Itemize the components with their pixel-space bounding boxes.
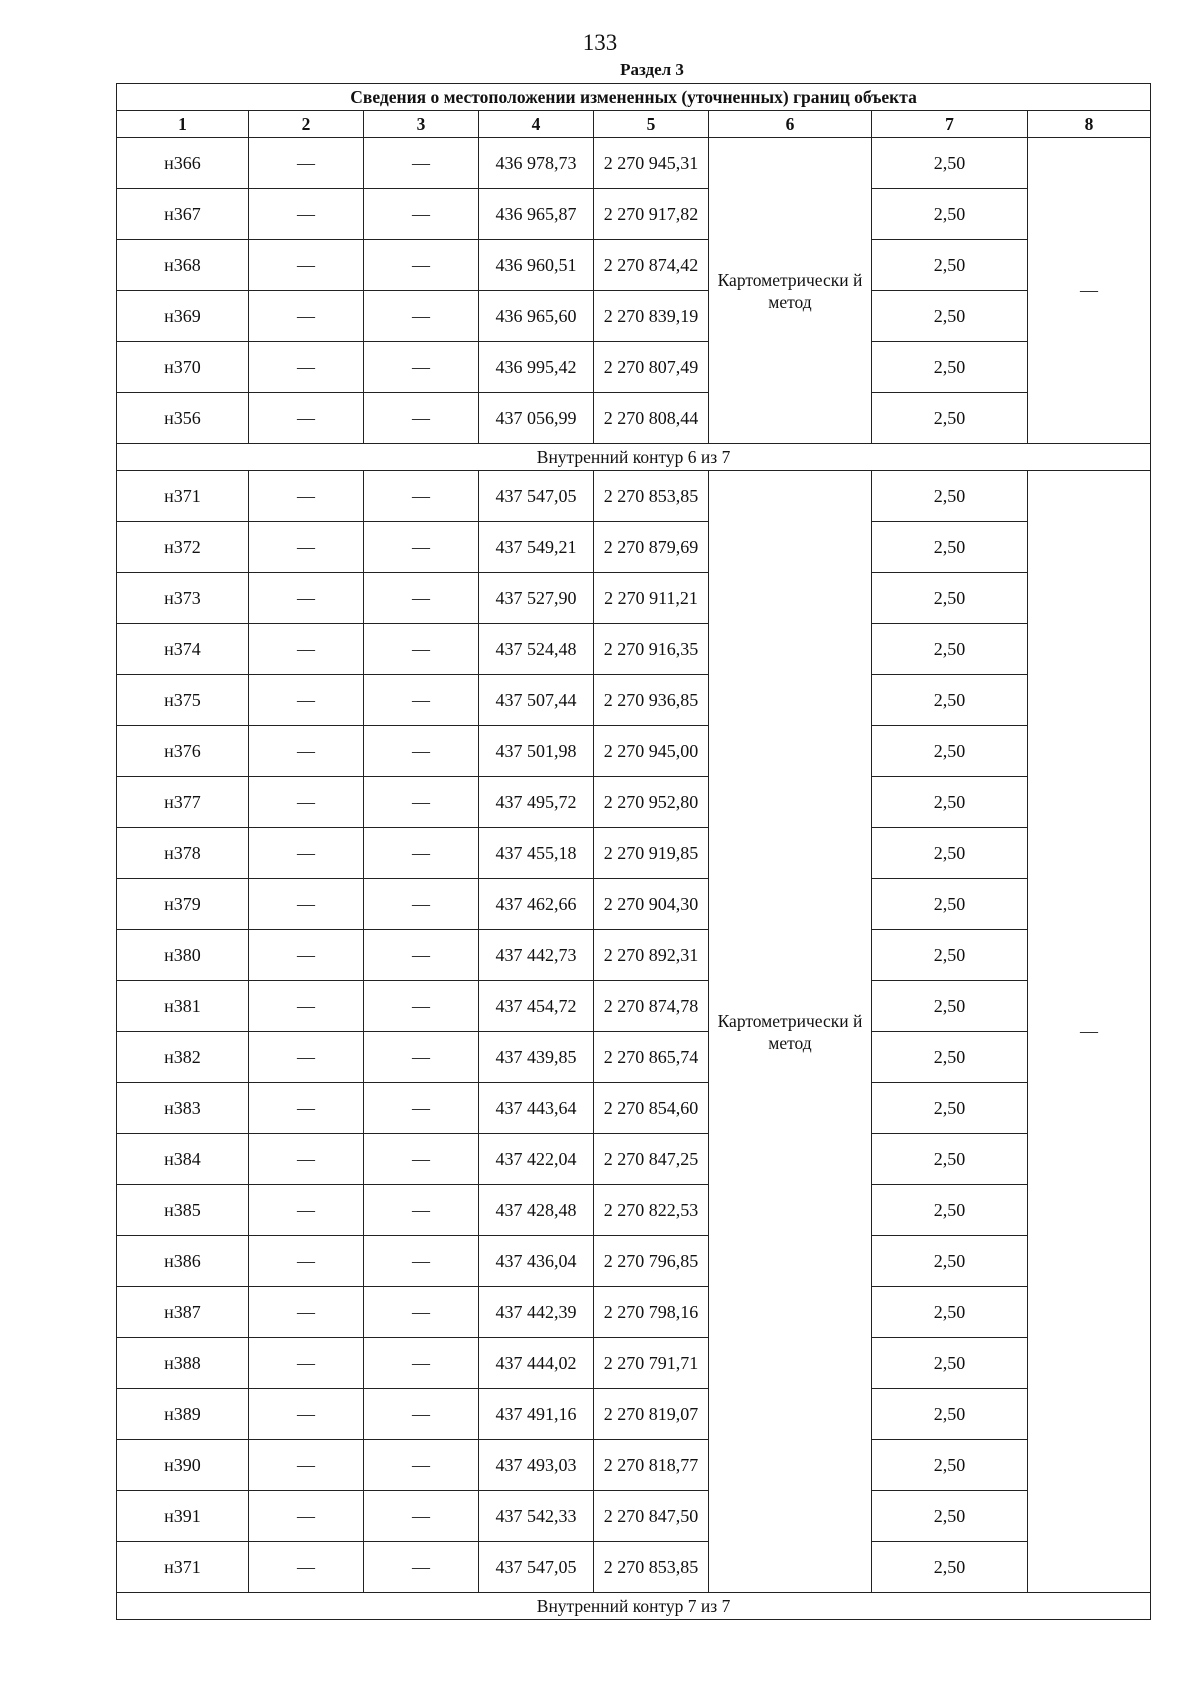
col2-cell: — (249, 1083, 364, 1134)
col3-cell: — (364, 291, 479, 342)
col2-cell: — (249, 726, 364, 777)
table-row (117, 189, 1151, 240)
table-row (117, 573, 1151, 624)
accuracy-cell: 2,50 (872, 675, 1028, 726)
table-row (117, 291, 1151, 342)
y-coordinate-cell: 2 270 798,16 (594, 1287, 709, 1338)
col3-cell: — (364, 1083, 479, 1134)
y-coordinate-cell: 2 270 822,53 (594, 1185, 709, 1236)
point-id-cell: н391 (117, 1491, 249, 1542)
col3-cell: — (364, 1134, 479, 1185)
x-coordinate-cell: 437 547,05 (479, 471, 594, 522)
x-coordinate-cell: 437 439,85 (479, 1032, 594, 1083)
accuracy-cell: 2,50 (872, 1542, 1028, 1593)
accuracy-cell: 2,50 (872, 573, 1028, 624)
x-coordinate-cell: 436 978,73 (479, 138, 594, 189)
y-coordinate-cell: 2 270 952,80 (594, 777, 709, 828)
point-id-cell: н388 (117, 1338, 249, 1389)
point-id-cell: н367 (117, 189, 249, 240)
col2-cell: — (249, 675, 364, 726)
contour-label: Внутренний контур 7 из 7 (117, 1593, 1151, 1620)
y-coordinate-cell: 2 270 874,78 (594, 981, 709, 1032)
y-coordinate-cell: 2 270 892,31 (594, 930, 709, 981)
table-row (117, 342, 1151, 393)
table-row (117, 726, 1151, 777)
point-id-cell: н389 (117, 1389, 249, 1440)
point-id-cell: н380 (117, 930, 249, 981)
accuracy-cell: 2,50 (872, 189, 1028, 240)
col2-cell: — (249, 240, 364, 291)
col2-cell: — (249, 1491, 364, 1542)
x-coordinate-cell: 437 454,72 (479, 981, 594, 1032)
col2-cell: — (249, 624, 364, 675)
col2-cell: — (249, 1542, 364, 1593)
table-row (117, 1491, 1151, 1542)
table-row (117, 879, 1151, 930)
y-coordinate-cell: 2 270 911,21 (594, 573, 709, 624)
point-id-cell: н356 (117, 393, 249, 444)
accuracy-cell: 2,50 (872, 828, 1028, 879)
column-header: 6 (709, 111, 872, 138)
x-coordinate-cell: 437 527,90 (479, 573, 594, 624)
accuracy-cell: 2,50 (872, 1083, 1028, 1134)
y-coordinate-cell: 2 270 904,30 (594, 879, 709, 930)
x-coordinate-cell: 437 442,73 (479, 930, 594, 981)
point-id-cell: н384 (117, 1134, 249, 1185)
column-header: 7 (872, 111, 1028, 138)
accuracy-cell: 2,50 (872, 1236, 1028, 1287)
col2-cell: — (249, 1032, 364, 1083)
column-header: 8 (1028, 111, 1151, 138)
table-row (117, 1185, 1151, 1236)
x-coordinate-cell: 437 547,05 (479, 1542, 594, 1593)
accuracy-cell: 2,50 (872, 1440, 1028, 1491)
x-coordinate-cell: 437 495,72 (479, 777, 594, 828)
point-id-cell: н375 (117, 675, 249, 726)
x-coordinate-cell: 437 549,21 (479, 522, 594, 573)
y-coordinate-cell: 2 270 916,35 (594, 624, 709, 675)
y-coordinate-cell: 2 270 853,85 (594, 471, 709, 522)
y-coordinate-cell: 2 270 945,00 (594, 726, 709, 777)
col2-cell: — (249, 1389, 364, 1440)
col3-cell: — (364, 879, 479, 930)
point-id-cell: н368 (117, 240, 249, 291)
y-coordinate-cell: 2 270 919,85 (594, 828, 709, 879)
x-coordinate-cell: 436 965,60 (479, 291, 594, 342)
point-id-cell: н383 (117, 1083, 249, 1134)
column-header: 4 (479, 111, 594, 138)
accuracy-cell: 2,50 (872, 1389, 1028, 1440)
x-coordinate-cell: 437 493,03 (479, 1440, 594, 1491)
col3-cell: — (364, 981, 479, 1032)
col2-cell: — (249, 189, 364, 240)
col2-cell: — (249, 981, 364, 1032)
method-text: Картометрически й метод (717, 269, 863, 312)
table-row (117, 138, 1151, 189)
x-coordinate-cell: 437 462,66 (479, 879, 594, 930)
point-id-cell: н386 (117, 1236, 249, 1287)
table-row (117, 1236, 1151, 1287)
col2-cell: — (249, 1134, 364, 1185)
accuracy-cell: 2,50 (872, 726, 1028, 777)
col3-cell: — (364, 1542, 479, 1593)
col3-cell: — (364, 1338, 479, 1389)
col3-cell: — (364, 138, 479, 189)
point-id-cell: н371 (117, 1542, 249, 1593)
x-coordinate-cell: 437 436,04 (479, 1236, 594, 1287)
col3-cell: — (364, 189, 479, 240)
contour-label-row (117, 444, 1151, 471)
table-row (117, 828, 1151, 879)
point-id-cell: н373 (117, 573, 249, 624)
y-coordinate-cell: 2 270 854,60 (594, 1083, 709, 1134)
column-header: 5 (594, 111, 709, 138)
y-coordinate-cell: 2 270 874,42 (594, 240, 709, 291)
col2-cell: — (249, 879, 364, 930)
accuracy-cell: 2,50 (872, 981, 1028, 1032)
method-text: Картометрически й метод (717, 1010, 863, 1053)
col2-cell: — (249, 1440, 364, 1491)
point-id-cell: н372 (117, 522, 249, 573)
col2-cell: — (249, 471, 364, 522)
y-coordinate-cell: 2 270 819,07 (594, 1389, 709, 1440)
col3-cell: — (364, 624, 479, 675)
col3-cell: — (364, 777, 479, 828)
col3-cell: — (364, 930, 479, 981)
col2-cell: — (249, 1338, 364, 1389)
col3-cell: — (364, 726, 479, 777)
col3-cell: — (364, 675, 479, 726)
y-coordinate-cell: 2 270 807,49 (594, 342, 709, 393)
col3-cell: — (364, 471, 479, 522)
col2-cell: — (249, 138, 364, 189)
contour-label-row (117, 1593, 1151, 1620)
x-coordinate-cell: 437 542,33 (479, 1491, 594, 1542)
col2-cell: — (249, 342, 364, 393)
col2-cell: — (249, 828, 364, 879)
col3-cell: — (364, 240, 479, 291)
y-coordinate-cell: 2 270 879,69 (594, 522, 709, 573)
table-row (117, 624, 1151, 675)
point-id-cell: н377 (117, 777, 249, 828)
accuracy-cell: 2,50 (872, 777, 1028, 828)
table-row (117, 675, 1151, 726)
point-id-cell: н369 (117, 291, 249, 342)
col8-cell: — (1028, 138, 1151, 444)
col2-cell: — (249, 291, 364, 342)
column-header: 2 (249, 111, 364, 138)
col3-cell: — (364, 342, 479, 393)
point-id-cell: н366 (117, 138, 249, 189)
table-row (117, 1287, 1151, 1338)
method-cell (709, 138, 872, 444)
x-coordinate-cell: 436 965,87 (479, 189, 594, 240)
point-id-cell: н374 (117, 624, 249, 675)
table-row (117, 1542, 1151, 1593)
y-coordinate-cell: 2 270 847,50 (594, 1491, 709, 1542)
table-row (117, 1389, 1151, 1440)
y-coordinate-cell: 2 270 791,71 (594, 1338, 709, 1389)
point-id-cell: н371 (117, 471, 249, 522)
accuracy-cell: 2,50 (872, 1287, 1028, 1338)
accuracy-cell: 2,50 (872, 240, 1028, 291)
boundary-coordinates-table (116, 83, 1151, 1620)
accuracy-cell: 2,50 (872, 930, 1028, 981)
col3-cell: — (364, 828, 479, 879)
col3-cell: — (364, 1440, 479, 1491)
accuracy-cell: 2,50 (872, 624, 1028, 675)
table-row (117, 471, 1151, 522)
point-id-cell: н370 (117, 342, 249, 393)
point-id-cell: н387 (117, 1287, 249, 1338)
y-coordinate-cell: 2 270 847,25 (594, 1134, 709, 1185)
page-number: 133 (582, 30, 618, 55)
accuracy-cell: 2,50 (872, 879, 1028, 930)
column-header: 3 (364, 111, 479, 138)
col3-cell: — (364, 1389, 479, 1440)
y-coordinate-cell: 2 270 808,44 (594, 393, 709, 444)
col3-cell: — (364, 573, 479, 624)
col3-cell: — (364, 1287, 479, 1338)
x-coordinate-cell: 437 524,48 (479, 624, 594, 675)
x-coordinate-cell: 437 443,64 (479, 1083, 594, 1134)
accuracy-cell: 2,50 (872, 522, 1028, 573)
point-id-cell: н390 (117, 1440, 249, 1491)
accuracy-cell: 2,50 (872, 1491, 1028, 1542)
table-row (117, 777, 1151, 828)
x-coordinate-cell: 437 422,04 (479, 1134, 594, 1185)
method-cell (709, 471, 872, 1593)
col2-cell: — (249, 930, 364, 981)
y-coordinate-cell: 2 270 853,85 (594, 1542, 709, 1593)
x-coordinate-cell: 437 442,39 (479, 1287, 594, 1338)
accuracy-cell: 2,50 (872, 1338, 1028, 1389)
col2-cell: — (249, 1287, 364, 1338)
col2-cell: — (249, 1236, 364, 1287)
y-coordinate-cell: 2 270 818,77 (594, 1440, 709, 1491)
table-row (117, 522, 1151, 573)
y-coordinate-cell: 2 270 917,82 (594, 189, 709, 240)
accuracy-cell: 2,50 (872, 1032, 1028, 1083)
col2-cell: — (249, 573, 364, 624)
x-coordinate-cell: 436 995,42 (479, 342, 594, 393)
col2-cell: — (249, 1185, 364, 1236)
col3-cell: — (364, 522, 479, 573)
table-row (117, 1440, 1151, 1491)
x-coordinate-cell: 437 507,44 (479, 675, 594, 726)
point-id-cell: н385 (117, 1185, 249, 1236)
y-coordinate-cell: 2 270 839,19 (594, 291, 709, 342)
y-coordinate-cell: 2 270 796,85 (594, 1236, 709, 1287)
table-row (117, 930, 1151, 981)
table-row (117, 1032, 1151, 1083)
col3-cell: — (364, 1236, 479, 1287)
x-coordinate-cell: 437 444,02 (479, 1338, 594, 1389)
accuracy-cell: 2,50 (872, 291, 1028, 342)
table-caption: Сведения о местоположении измененных (уточненных) границ объекта (117, 84, 1151, 111)
section-title: Раздел 3 (620, 60, 684, 79)
col8-cell: — (1028, 471, 1151, 1593)
col3-cell: — (364, 393, 479, 444)
accuracy-cell: 2,50 (872, 1185, 1028, 1236)
contour-label: Внутренний контур 6 из 7 (117, 444, 1151, 471)
table-row (117, 1338, 1151, 1389)
x-coordinate-cell: 437 056,99 (479, 393, 594, 444)
table-row (117, 981, 1151, 1032)
col2-cell: — (249, 522, 364, 573)
y-coordinate-cell: 2 270 936,85 (594, 675, 709, 726)
point-id-cell: н379 (117, 879, 249, 930)
point-id-cell: н381 (117, 981, 249, 1032)
x-coordinate-cell: 437 491,16 (479, 1389, 594, 1440)
table-row (117, 1083, 1151, 1134)
x-coordinate-cell: 437 428,48 (479, 1185, 594, 1236)
x-coordinate-cell: 437 501,98 (479, 726, 594, 777)
col3-cell: — (364, 1185, 479, 1236)
column-header: 1 (117, 111, 249, 138)
point-id-cell: н378 (117, 828, 249, 879)
y-coordinate-cell: 2 270 865,74 (594, 1032, 709, 1083)
accuracy-cell: 2,50 (872, 138, 1028, 189)
col2-cell: — (249, 777, 364, 828)
table-row (117, 393, 1151, 444)
table-row (117, 1134, 1151, 1185)
accuracy-cell: 2,50 (872, 342, 1028, 393)
x-coordinate-cell: 437 455,18 (479, 828, 594, 879)
y-coordinate-cell: 2 270 945,31 (594, 138, 709, 189)
table-body (117, 138, 1151, 1620)
table-row (117, 240, 1151, 291)
accuracy-cell: 2,50 (872, 1134, 1028, 1185)
col2-cell: — (249, 393, 364, 444)
point-id-cell: н382 (117, 1032, 249, 1083)
col3-cell: — (364, 1032, 479, 1083)
x-coordinate-cell: 436 960,51 (479, 240, 594, 291)
col3-cell: — (364, 1491, 479, 1542)
column-header-row (117, 111, 1151, 138)
accuracy-cell: 2,50 (872, 471, 1028, 522)
point-id-cell: н376 (117, 726, 249, 777)
accuracy-cell: 2,50 (872, 393, 1028, 444)
